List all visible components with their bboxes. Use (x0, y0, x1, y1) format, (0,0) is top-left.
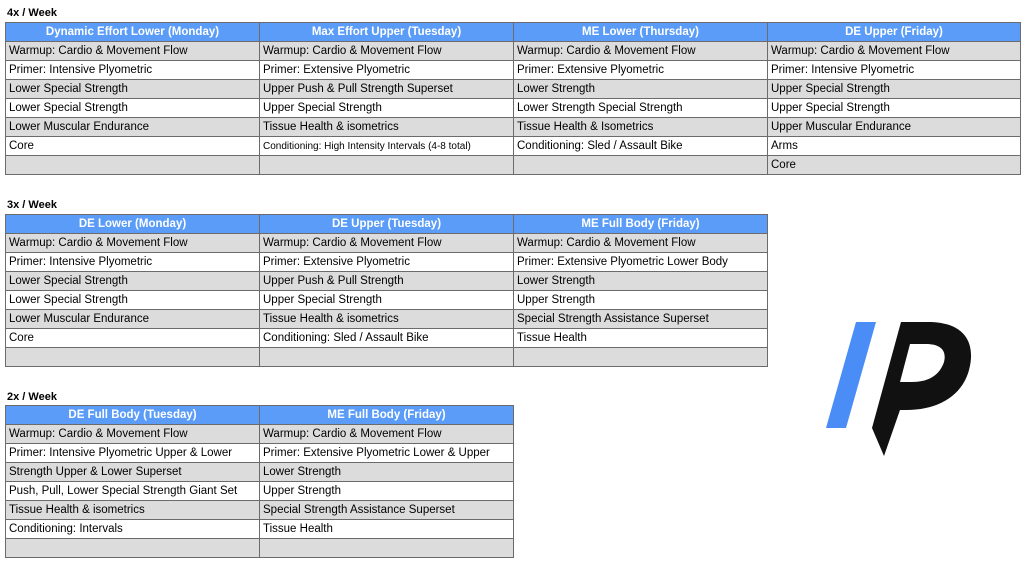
table-cell: Warmup: Cardio & Movement Flow (514, 42, 768, 61)
p-brand-logo-icon (826, 320, 976, 460)
table-cell: Lower Special Strength (6, 272, 260, 291)
table-cell: Lower Strength (260, 463, 514, 482)
table-cell: Upper Special Strength (260, 291, 514, 310)
table-cell: Upper Strength (260, 482, 514, 501)
table-cell: Upper Muscular Endurance (768, 118, 1021, 137)
column-header: ME Full Body (Friday) (260, 406, 514, 425)
table-cell (260, 156, 514, 175)
table-cell: Conditioning: Sled / Assault Bike (514, 137, 768, 156)
table-header-row (6, 406, 514, 425)
schedule-table-4x (5, 22, 1021, 175)
table-cell: Upper Push & Pull Strength (260, 272, 514, 291)
table-cell: Arms (768, 137, 1021, 156)
table-row (6, 501, 514, 520)
table-cell: Lower Special Strength (6, 99, 260, 118)
table-row (6, 425, 514, 444)
schedule-table-2x (5, 405, 514, 558)
table-cell: Push, Pull, Lower Special Strength Giant Set (6, 482, 260, 501)
table-row (6, 61, 1021, 80)
table-cell: Upper Push & Pull Strength Superset (260, 80, 514, 99)
table-cell: Lower Special Strength (6, 80, 260, 99)
table-cell: Upper Strength (514, 291, 768, 310)
table-row (6, 310, 768, 329)
table-cell: Primer: Extensive Plyometric (260, 253, 514, 272)
column-header: Dynamic Effort Lower (Monday) (6, 23, 260, 42)
table-cell (6, 348, 260, 367)
table-cell: Lower Muscular Endurance (6, 118, 260, 137)
table-cell: Upper Special Strength (768, 80, 1021, 99)
table-cell: Tissue Health & isometrics (260, 310, 514, 329)
table-header-row (6, 215, 768, 234)
column-header: DE Full Body (Tuesday) (6, 406, 260, 425)
table-row (6, 520, 514, 539)
section-title-3x: 3x / Week (7, 199, 57, 211)
table-cell: Core (768, 156, 1021, 175)
table-cell (514, 348, 768, 367)
table-header-row (6, 23, 1021, 42)
table-cell: Warmup: Cardio & Movement Flow (260, 425, 514, 444)
table-cell (6, 539, 260, 558)
schedule-table-3x (5, 214, 768, 367)
table-cell (260, 348, 514, 367)
table-row (6, 348, 768, 367)
column-header: Max Effort Upper (Tuesday) (260, 23, 514, 42)
table-cell: Warmup: Cardio & Movement Flow (6, 234, 260, 253)
table-cell: Primer: Intensive Plyometric (768, 61, 1021, 80)
column-header: DE Upper (Tuesday) (260, 215, 514, 234)
table-cell: Lower Special Strength (6, 291, 260, 310)
table-cell: Tissue Health & isometrics (260, 118, 514, 137)
column-header: ME Full Body (Friday) (514, 215, 768, 234)
table-cell (514, 156, 768, 175)
table-row (6, 80, 1021, 99)
table-cell: Conditioning: Intervals (6, 520, 260, 539)
table-cell: Conditioning: Sled / Assault Bike (260, 329, 514, 348)
table-cell: Primer: Intensive Plyometric Upper & Lower (6, 444, 260, 463)
table-cell: Lower Strength Special Strength (514, 99, 768, 118)
table-row (6, 99, 1021, 118)
table-cell: Special Strength Assistance Superset (514, 310, 768, 329)
table-cell: Warmup: Cardio & Movement Flow (514, 234, 768, 253)
table-row (6, 539, 514, 558)
table-row (6, 42, 1021, 61)
column-header: DE Upper (Friday) (768, 23, 1021, 42)
table-row (6, 482, 514, 501)
table-cell: Core (6, 329, 260, 348)
table-row (6, 137, 1021, 156)
section-title-2x: 2x / Week (7, 391, 57, 403)
table-cell: Upper Special Strength (768, 99, 1021, 118)
table-row (6, 291, 768, 310)
table-cell: Lower Muscular Endurance (6, 310, 260, 329)
table-cell: Tissue Health & isometrics (6, 501, 260, 520)
section-title-4x: 4x / Week (7, 7, 57, 19)
table-cell: Conditioning: High Intensity Intervals (4-8 total) (260, 137, 514, 156)
table-cell: Warmup: Cardio & Movement Flow (260, 234, 514, 253)
table-cell: Strength Upper & Lower Superset (6, 463, 260, 482)
table-cell: Primer: Extensive Plyometric (260, 61, 514, 80)
table-row (6, 234, 768, 253)
table-row (6, 253, 768, 272)
table-row (6, 118, 1021, 137)
column-header: DE Lower (Monday) (6, 215, 260, 234)
table-cell (6, 156, 260, 175)
table-row (6, 329, 768, 348)
table-cell: Tissue Health (260, 520, 514, 539)
table-row (6, 463, 514, 482)
table-cell: Warmup: Cardio & Movement Flow (6, 425, 260, 444)
table-cell: Primer: Intensive Plyometric (6, 253, 260, 272)
table-cell: Primer: Extensive Plyometric (514, 61, 768, 80)
table-cell: Warmup: Cardio & Movement Flow (768, 42, 1021, 61)
table-cell: Upper Special Strength (260, 99, 514, 118)
table-cell: Primer: Extensive Plyometric Lower & Upper (260, 444, 514, 463)
table-row (6, 272, 768, 291)
table-cell (260, 539, 514, 558)
table-cell: Special Strength Assistance Superset (260, 501, 514, 520)
table-row (6, 444, 514, 463)
table-cell: Core (6, 137, 260, 156)
table-cell: Tissue Health (514, 329, 768, 348)
table-cell: Primer: Extensive Plyometric Lower Body (514, 253, 768, 272)
table-row (6, 156, 1021, 175)
table-cell: Primer: Intensive Plyometric (6, 61, 260, 80)
table-cell: Lower Strength (514, 80, 768, 99)
table-cell: Tissue Health & Isometrics (514, 118, 768, 137)
table-cell: Warmup: Cardio & Movement Flow (260, 42, 514, 61)
table-cell: Warmup: Cardio & Movement Flow (6, 42, 260, 61)
table-cell: Lower Strength (514, 272, 768, 291)
column-header: ME Lower (Thursday) (514, 23, 768, 42)
